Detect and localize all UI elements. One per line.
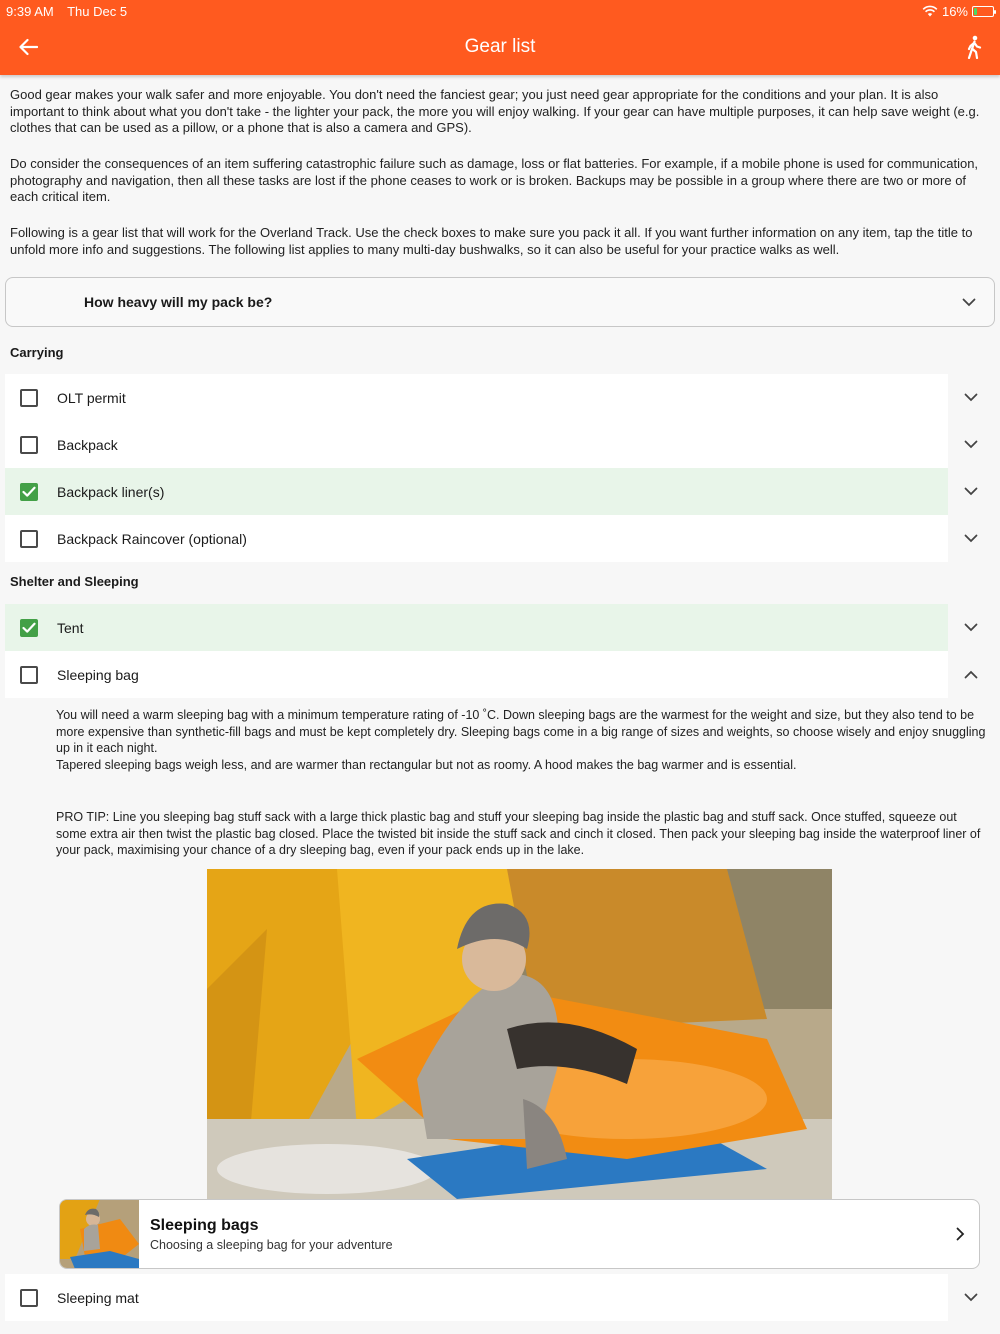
chevron-down-icon[interactable] — [960, 616, 982, 638]
checkbox-checked[interactable] — [20, 619, 38, 637]
checkmark-icon — [22, 486, 36, 498]
gear-item-backpack-liners[interactable] — [5, 468, 948, 515]
back-button[interactable] — [14, 33, 42, 61]
checkbox-checked[interactable] — [20, 483, 38, 501]
gear-item-label: Backpack Raincover (optional) — [57, 530, 247, 547]
chevron-down-icon[interactable] — [960, 480, 982, 502]
chevron-down-icon — [958, 291, 980, 313]
gear-item-label: Backpack liner(s) — [57, 483, 165, 500]
article-subtitle: Choosing a sleeping bag for your adventure — [150, 1237, 393, 1252]
walking-person-icon — [966, 35, 982, 59]
checkbox[interactable] — [20, 530, 38, 548]
gear-item-label: OLT permit — [57, 389, 126, 406]
article-thumbnail — [60, 1199, 139, 1269]
intro-paragraph: Following is a gear list that will work for the Overland Track. Use the check boxes to make sure you pack it all. If you want further information on any item, tap the title to unfold more info and suggestions. The following list applies to many multi-day bushwalks, so it can also be useful for your practice walks as well. — [10, 225, 973, 257]
chevron-down-icon[interactable] — [960, 527, 982, 549]
chevron-down-icon[interactable] — [960, 386, 982, 408]
gear-item-tent[interactable] — [5, 604, 948, 651]
pack-weight-label: How heavy will my pack be? — [84, 294, 273, 310]
checkbox[interactable] — [20, 666, 38, 684]
checkbox[interactable] — [20, 1289, 38, 1307]
status-date: Thu Dec 5 — [67, 3, 128, 19]
chevron-right-icon — [949, 1223, 971, 1245]
intro-paragraph: Do consider the consequences of an item suffering catastrophic failure such as damage, loss or flat batteries. For example, if a mobile phone is used for communication, photography and navigation, then all these tasks are lost if the phone ceases to work or is broken. Backups may be possible in a group where there are two or more of each critical item. — [10, 156, 979, 205]
top-app-bar — [0, 0, 1000, 75]
checkmark-icon — [22, 622, 36, 634]
section-title-shelter: Shelter and Sleeping — [10, 574, 139, 589]
battery-percent: 16% — [941, 3, 968, 19]
sleeping-bag-photo — [207, 869, 832, 1199]
battery-icon — [972, 6, 994, 17]
arrow-left-icon — [18, 38, 38, 56]
checkbox[interactable] — [20, 389, 38, 407]
gear-item-sleeping-bag[interactable] — [5, 651, 948, 698]
sleeping-bags-article-link[interactable] — [59, 1199, 980, 1269]
pro-tip-text: PRO TIP: Line you sleeping bag stuff sack with a large thick plastic bag and stuff your sleeping bag inside the plastic bag and stuff sack. Once stuffed, squeeze out some extra air then twist the plastic bag closed. Place the twisted bit inside the stuff sack and cinch it closed. Then pack your sleeping bag inside the waterproof liner of your pack, maximising your chance of a dry sleeping bag, even if your pack ends up in the lake. — [56, 810, 981, 858]
status-bar — [6, 3, 994, 19]
chevron-up-icon[interactable] — [960, 663, 982, 685]
gear-item-backpack[interactable] — [5, 421, 948, 468]
gear-item-backpack-raincover[interactable] — [5, 515, 948, 562]
walking-mode-button[interactable] — [962, 33, 986, 61]
gear-item-label: Backpack — [57, 436, 118, 453]
chevron-down-icon[interactable] — [960, 1286, 982, 1308]
gear-item-sleeping-mat[interactable] — [5, 1274, 948, 1321]
pack-weight-accordion[interactable] — [5, 277, 995, 327]
chevron-down-icon[interactable] — [960, 433, 982, 455]
gear-item-olt-permit[interactable] — [5, 374, 948, 421]
sleeping-bag-tapered-note: Tapered sleeping bags weigh less, and are warmer than rectangular but not as roomy. A hood makes the bag warmer and is essential. — [56, 758, 797, 772]
gear-item-label: Sleeping bag — [57, 666, 139, 683]
checkbox[interactable] — [20, 436, 38, 454]
status-time: 9:39 AM — [6, 3, 54, 19]
article-title: Sleeping bags — [150, 1216, 259, 1234]
page-title: Gear list — [464, 36, 536, 57]
section-title-carrying: Carrying — [10, 345, 64, 360]
intro-paragraph: Good gear makes your walk safer and more enjoyable. You don't need the fanciest gear; you just need gear appropriate for the conditions and your plan. It is also important to think about what you don't take - the lighter your pack, the more you will enjoy walking. If your gear can have multiple purposes, it can help save weight (e.g. clothes that can be used as a pillow, or a phone that is also a camera and GPS). — [10, 87, 980, 136]
sleeping-bag-description: You will need a warm sleeping bag with a minimum temperature rating of -10 ˚C. Down sleeping bags are the warmest for the weight and size, but they also tend to be more expensive than synthetic-fill bags and must be kept completely dry. Sleeping bags come in a big range of sizes and weights, so choose wisely and enjoy snuggling up in it each night. — [56, 708, 986, 756]
gear-item-label: Sleeping mat — [57, 1289, 139, 1306]
navigation-bar — [0, 26, 1000, 68]
battery-fill — [974, 8, 977, 15]
wifi-icon — [922, 5, 938, 17]
gear-item-label: Tent — [57, 619, 84, 636]
